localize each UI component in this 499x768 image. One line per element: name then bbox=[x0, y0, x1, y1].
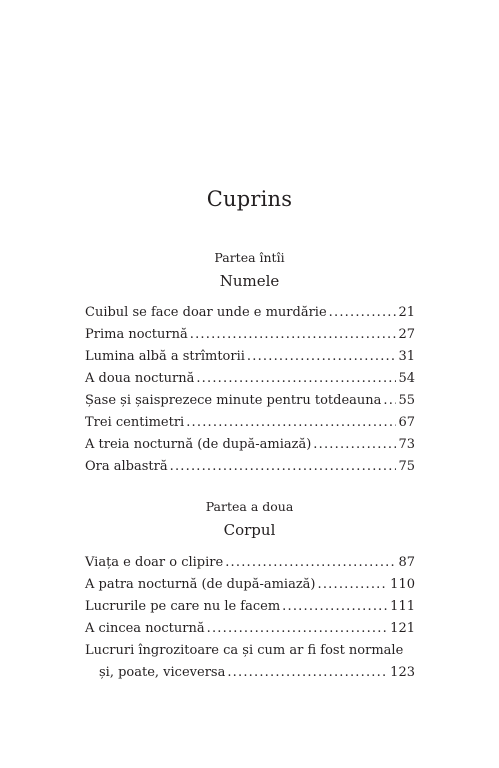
entry-title-line2: și, poate, viceversa bbox=[99, 665, 226, 680]
toc-entry bbox=[85, 302, 415, 324]
toc-entry bbox=[85, 346, 415, 368]
entry-page: 110 bbox=[390, 577, 415, 592]
dot-leader bbox=[196, 368, 396, 390]
entry-page: 27 bbox=[398, 327, 415, 342]
entry-page: 21 bbox=[398, 305, 415, 320]
toc-entry bbox=[85, 390, 415, 412]
dot-leader bbox=[383, 390, 396, 412]
part-one-contents bbox=[85, 302, 415, 478]
part-two-contents bbox=[85, 552, 415, 684]
entry-title: A cincea nocturnă bbox=[85, 621, 205, 636]
entry-title-line1: Lucruri îngrozitoare ca și cum ar fi fost normale bbox=[85, 643, 404, 658]
entry-page: 111 bbox=[390, 599, 415, 614]
entry-page: 87 bbox=[398, 555, 415, 570]
dot-leader bbox=[190, 324, 397, 346]
dot-leader bbox=[227, 662, 388, 684]
part-one-name: Numele bbox=[219, 272, 280, 290]
entry-title: Prima nocturnă bbox=[85, 327, 188, 342]
entry-page: 75 bbox=[398, 459, 415, 474]
toc-entry bbox=[85, 434, 415, 456]
entry-title: Trei centimetri bbox=[85, 415, 185, 430]
toc-entry bbox=[85, 368, 415, 390]
entry-page: 54 bbox=[398, 371, 415, 386]
entry-title: Viața e doar o clipire bbox=[85, 555, 224, 570]
page-title: Cuprins bbox=[206, 187, 293, 211]
entry-title: Cuibul se face doar unde e murdărie bbox=[85, 305, 327, 320]
entry-page: 121 bbox=[390, 621, 415, 636]
entry-page: 55 bbox=[398, 393, 415, 408]
toc-entry bbox=[85, 596, 415, 618]
dot-leader bbox=[225, 552, 396, 574]
toc-entry bbox=[85, 574, 415, 596]
toc-entry bbox=[85, 456, 415, 478]
toc-entry bbox=[85, 412, 415, 434]
entry-title: Ora albastră bbox=[85, 459, 168, 474]
dot-leader bbox=[207, 618, 389, 640]
dot-leader bbox=[186, 412, 396, 434]
dot-leader bbox=[170, 456, 397, 478]
toc-entry bbox=[85, 640, 415, 684]
toc-entry bbox=[85, 618, 415, 640]
entry-page: 31 bbox=[398, 349, 415, 364]
entry-title: Șase și șaisprezece minute pentru totdeauna bbox=[85, 393, 382, 408]
toc-entry bbox=[85, 324, 415, 346]
entry-title-line2-row bbox=[85, 662, 415, 684]
dot-leader bbox=[247, 346, 397, 368]
entry-title: A treia nocturnă (de după-amiază) bbox=[85, 437, 312, 452]
entry-title: Lumina albă a strîmtorii bbox=[85, 349, 245, 364]
entry-page: 123 bbox=[390, 665, 415, 680]
dot-leader bbox=[282, 596, 388, 618]
toc-entry bbox=[85, 552, 415, 574]
entry-title: A patra nocturnă (de după-amiază) bbox=[85, 577, 316, 592]
entry-page: 67 bbox=[398, 415, 415, 430]
entry-title: Lucrurile pe care nu le facem bbox=[85, 599, 281, 614]
entry-title: A doua nocturnă bbox=[85, 371, 195, 386]
dot-leader bbox=[313, 434, 396, 456]
entry-page: 73 bbox=[398, 437, 415, 452]
part-two-label: Partea a doua bbox=[205, 499, 294, 514]
part-one-label: Partea întîi bbox=[214, 250, 285, 265]
part-two-name: Corpul bbox=[223, 521, 276, 539]
dot-leader bbox=[318, 574, 389, 596]
dot-leader bbox=[329, 302, 397, 324]
